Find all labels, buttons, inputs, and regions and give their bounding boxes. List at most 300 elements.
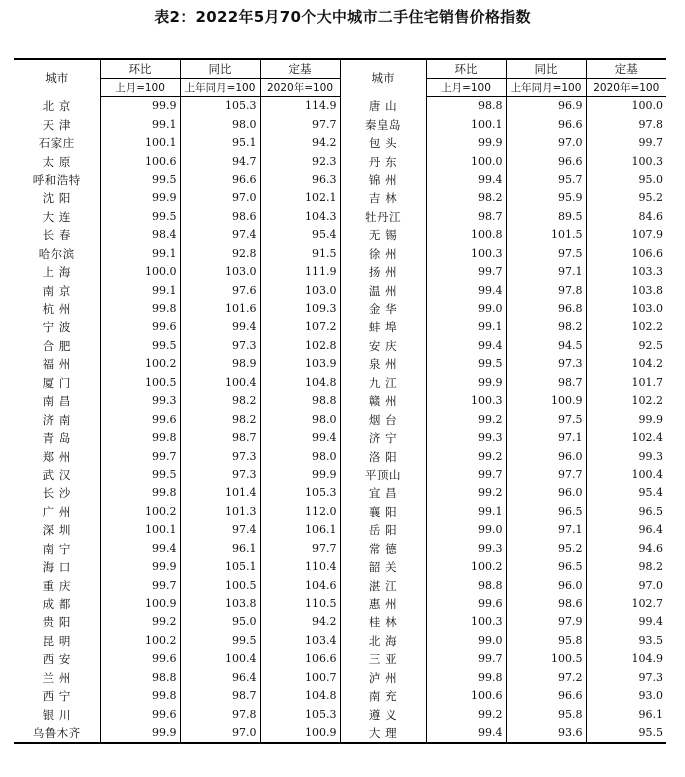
city-name-left: 南 宁 — [42, 541, 71, 556]
base-value-right: 101.7 — [586, 374, 666, 392]
base-value-left: 104.8 — [260, 374, 340, 392]
city-name-left: 宁 波 — [42, 320, 71, 335]
mom-value-right: 100.3 — [426, 392, 506, 410]
base-value-left: 100.7 — [260, 669, 340, 687]
yoy-value-right: 94.5 — [506, 337, 586, 355]
city-name-left: 西 安 — [42, 652, 71, 667]
base-value-left: 111.9 — [260, 263, 340, 281]
mom-value-left: 99.2 — [100, 613, 180, 631]
yoy-value-left: 96.6 — [180, 171, 260, 189]
mom-value-left: 99.9 — [100, 724, 180, 743]
base-value-right: 94.6 — [586, 540, 666, 558]
yoy-value-left: 100.4 — [180, 650, 260, 668]
mom-value-left: 99.8 — [100, 687, 180, 705]
table-row — [14, 410, 666, 428]
city-name-right: 遵 义 — [340, 705, 426, 723]
city-name-right: 南 充 — [340, 687, 426, 705]
yoy-value-left: 92.8 — [180, 245, 260, 263]
table-row — [14, 466, 666, 484]
base-value-left: 110.5 — [260, 595, 340, 613]
table-row — [14, 484, 666, 502]
header-mom-left: 环比 — [100, 59, 180, 79]
base-value-right: 100.0 — [586, 97, 666, 116]
subheader-mom-right: 上月=100 — [426, 79, 506, 97]
base-value-left: 96.3 — [260, 171, 340, 189]
city-name-left: 沈 阳 — [42, 191, 71, 206]
yoy-value-left: 96.4 — [180, 669, 260, 687]
yoy-value-left: 97.0 — [180, 189, 260, 207]
header-base-right: 定基 — [586, 59, 666, 79]
mom-value-left: 100.2 — [100, 632, 180, 650]
mom-value-right: 99.5 — [426, 355, 506, 373]
yoy-value-left: 97.6 — [180, 281, 260, 299]
mom-value-left: 100.2 — [100, 503, 180, 521]
header-city-left: 城市 — [14, 59, 100, 97]
city-name-right: 宜 昌 — [340, 484, 426, 502]
mom-value-right: 98.8 — [426, 576, 506, 594]
mom-value-right: 99.0 — [426, 632, 506, 650]
yoy-value-right: 97.0 — [506, 134, 586, 152]
base-value-left: 95.4 — [260, 226, 340, 244]
base-value-left: 103.4 — [260, 632, 340, 650]
header-city-right: 城市 — [340, 59, 426, 97]
city-name-right: 洛 阳 — [340, 447, 426, 465]
base-value-left: 98.8 — [260, 392, 340, 410]
base-value-left: 104.3 — [260, 208, 340, 226]
subheader-yoy-right: 上年同月=100 — [506, 79, 586, 97]
base-value-right: 104.2 — [586, 355, 666, 373]
mom-value-left: 99.1 — [100, 245, 180, 263]
yoy-value-left: 100.5 — [180, 576, 260, 594]
base-value-left: 107.2 — [260, 318, 340, 336]
table-row — [14, 171, 666, 189]
mom-value-right: 99.0 — [426, 300, 506, 318]
yoy-value-left: 98.7 — [180, 687, 260, 705]
yoy-value-right: 97.1 — [506, 263, 586, 281]
base-value-left: 114.9 — [260, 97, 340, 116]
yoy-value-left: 97.4 — [180, 226, 260, 244]
city-name-right: 蚌 埠 — [340, 318, 426, 336]
yoy-value-right: 96.6 — [506, 152, 586, 170]
city-name-left: 成 都 — [42, 597, 71, 612]
table-row — [14, 632, 666, 650]
mom-value-left: 99.6 — [100, 410, 180, 428]
yoy-value-left: 103.0 — [180, 263, 260, 281]
mom-value-right: 99.9 — [426, 134, 506, 152]
base-value-left: 105.3 — [260, 705, 340, 723]
mom-value-right: 99.8 — [426, 669, 506, 687]
mom-value-right: 98.7 — [426, 208, 506, 226]
mom-value-left: 99.6 — [100, 705, 180, 723]
base-value-left: 104.6 — [260, 576, 340, 594]
city-name-left: 长 春 — [42, 228, 71, 243]
city-name-left: 郑 州 — [42, 449, 71, 464]
table-row — [14, 392, 666, 410]
mom-value-right: 99.4 — [426, 171, 506, 189]
base-value-right: 102.2 — [586, 318, 666, 336]
city-name-left: 广 州 — [42, 504, 71, 519]
yoy-value-right: 95.8 — [506, 632, 586, 650]
mom-value-right: 98.2 — [426, 189, 506, 207]
header-mom-right: 环比 — [426, 59, 506, 79]
table-row — [14, 300, 666, 318]
city-name-right: 赣 州 — [340, 392, 426, 410]
yoy-value-left: 94.7 — [180, 152, 260, 170]
city-name-right: 大 理 — [340, 724, 426, 743]
table-row — [14, 97, 666, 116]
city-name-right: 桂 林 — [340, 613, 426, 631]
mom-value-right: 99.2 — [426, 410, 506, 428]
yoy-value-left: 98.2 — [180, 392, 260, 410]
base-value-right: 97.0 — [586, 576, 666, 594]
yoy-value-left: 105.3 — [180, 97, 260, 116]
yoy-value-right: 97.1 — [506, 521, 586, 539]
table-row — [14, 595, 666, 613]
city-name-right: 三 亚 — [340, 650, 426, 668]
base-value-left: 98.0 — [260, 447, 340, 465]
mom-value-left: 99.1 — [100, 115, 180, 133]
mom-value-right: 99.4 — [426, 724, 506, 743]
base-value-right: 97.3 — [586, 669, 666, 687]
base-value-left: 98.0 — [260, 410, 340, 428]
mom-value-left: 100.6 — [100, 152, 180, 170]
city-name-right: 无 锡 — [340, 226, 426, 244]
base-value-right: 96.1 — [586, 705, 666, 723]
city-name-left: 海 口 — [42, 560, 71, 575]
city-name-right: 牡丹江 — [340, 208, 426, 226]
city-name-left: 福 州 — [42, 357, 71, 372]
city-name-right: 平顶山 — [340, 466, 426, 484]
base-value-right: 106.6 — [586, 245, 666, 263]
mom-value-left: 99.7 — [100, 447, 180, 465]
base-value-left: 103.0 — [260, 281, 340, 299]
table-row — [14, 245, 666, 263]
yoy-value-right: 97.1 — [506, 429, 586, 447]
table-row — [14, 318, 666, 336]
mom-value-right: 99.2 — [426, 705, 506, 723]
base-value-left: 99.4 — [260, 429, 340, 447]
mom-value-right: 99.4 — [426, 337, 506, 355]
base-value-right: 92.5 — [586, 337, 666, 355]
subheader-base-right: 2020年=100 — [586, 79, 666, 97]
city-name-left: 呼和浩特 — [32, 172, 81, 187]
mom-value-right: 99.3 — [426, 429, 506, 447]
city-name-right: 安 庆 — [340, 337, 426, 355]
mom-value-left: 98.4 — [100, 226, 180, 244]
yoy-value-left: 97.3 — [180, 337, 260, 355]
yoy-value-right: 97.7 — [506, 466, 586, 484]
mom-value-left: 100.9 — [100, 595, 180, 613]
city-name-right: 扬 州 — [340, 263, 426, 281]
city-name-left: 长 沙 — [42, 486, 71, 501]
yoy-value-left: 100.4 — [180, 374, 260, 392]
mom-value-left: 99.7 — [100, 576, 180, 594]
yoy-value-right: 96.0 — [506, 447, 586, 465]
city-name-left: 天 津 — [42, 117, 71, 132]
mom-value-left: 99.5 — [100, 208, 180, 226]
yoy-value-left: 98.7 — [180, 429, 260, 447]
mom-value-right: 100.1 — [426, 115, 506, 133]
base-value-left: 103.9 — [260, 355, 340, 373]
table-row — [14, 540, 666, 558]
base-value-left: 99.9 — [260, 466, 340, 484]
table-row — [14, 669, 666, 687]
table-title: 表2：2022年5月70个大中城市二手住宅销售价格指数 — [154, 8, 531, 26]
city-name-left: 青 岛 — [42, 431, 71, 446]
base-value-right: 102.7 — [586, 595, 666, 613]
yoy-value-right: 96.0 — [506, 576, 586, 594]
table-row — [14, 115, 666, 133]
base-value-right: 100.4 — [586, 466, 666, 484]
table-row — [14, 724, 666, 743]
city-name-right: 韶 关 — [340, 558, 426, 576]
city-name-left: 大 连 — [42, 209, 71, 224]
mom-value-right: 99.7 — [426, 650, 506, 668]
table-row — [14, 152, 666, 170]
base-value-right: 102.4 — [586, 429, 666, 447]
table-row — [14, 650, 666, 668]
mom-value-left: 99.4 — [100, 540, 180, 558]
header-base-left: 定基 — [260, 59, 340, 79]
base-value-left: 104.8 — [260, 687, 340, 705]
mom-value-right: 99.1 — [426, 318, 506, 336]
base-value-right: 103.8 — [586, 281, 666, 299]
base-value-left: 92.3 — [260, 152, 340, 170]
yoy-value-right: 97.2 — [506, 669, 586, 687]
yoy-value-left: 97.0 — [180, 724, 260, 743]
yoy-value-right: 97.8 — [506, 281, 586, 299]
yoy-value-left: 98.6 — [180, 208, 260, 226]
yoy-value-right: 98.2 — [506, 318, 586, 336]
base-value-left: 91.5 — [260, 245, 340, 263]
table-row — [14, 208, 666, 226]
base-value-right: 95.4 — [586, 484, 666, 502]
mom-value-right: 99.7 — [426, 466, 506, 484]
city-name-right: 唐 山 — [340, 97, 426, 116]
mom-value-left: 99.9 — [100, 189, 180, 207]
city-name-right: 包 头 — [340, 134, 426, 152]
base-value-left: 102.8 — [260, 337, 340, 355]
mom-value-right: 99.2 — [426, 484, 506, 502]
mom-value-right: 99.9 — [426, 374, 506, 392]
yoy-value-right: 98.6 — [506, 595, 586, 613]
mom-value-right: 99.4 — [426, 281, 506, 299]
table-row — [14, 226, 666, 244]
mom-value-left: 99.8 — [100, 429, 180, 447]
city-name-right: 九 江 — [340, 374, 426, 392]
yoy-value-right: 89.5 — [506, 208, 586, 226]
city-name-left: 银 川 — [42, 707, 71, 722]
base-value-left: 106.6 — [260, 650, 340, 668]
yoy-value-left: 95.1 — [180, 134, 260, 152]
base-value-left: 97.7 — [260, 115, 340, 133]
mom-value-left: 99.5 — [100, 171, 180, 189]
subheader-mom-left: 上月=100 — [100, 79, 180, 97]
base-value-right: 99.3 — [586, 447, 666, 465]
mom-value-right: 99.6 — [426, 595, 506, 613]
yoy-value-right: 96.6 — [506, 687, 586, 705]
base-value-right: 100.3 — [586, 152, 666, 170]
table-row — [14, 337, 666, 355]
table-row — [14, 189, 666, 207]
table-row — [14, 521, 666, 539]
mom-value-left: 100.0 — [100, 263, 180, 281]
yoy-value-left: 101.6 — [180, 300, 260, 318]
table-row — [14, 613, 666, 631]
mom-value-right: 99.7 — [426, 263, 506, 281]
base-value-left: 110.4 — [260, 558, 340, 576]
table-row — [14, 576, 666, 594]
base-value-right: 96.4 — [586, 521, 666, 539]
base-value-left: 94.2 — [260, 613, 340, 631]
table-body — [14, 97, 666, 744]
base-value-right: 99.4 — [586, 613, 666, 631]
yoy-value-right: 101.5 — [506, 226, 586, 244]
yoy-value-right: 97.9 — [506, 613, 586, 631]
yoy-value-right: 100.5 — [506, 650, 586, 668]
mom-value-right: 99.0 — [426, 521, 506, 539]
city-name-right: 吉 林 — [340, 189, 426, 207]
city-name-left: 兰 州 — [42, 670, 71, 685]
city-name-right: 惠 州 — [340, 595, 426, 613]
mom-value-left: 99.8 — [100, 300, 180, 318]
yoy-value-left: 99.5 — [180, 632, 260, 650]
yoy-value-left: 97.8 — [180, 705, 260, 723]
base-value-left: 106.1 — [260, 521, 340, 539]
yoy-value-right: 96.8 — [506, 300, 586, 318]
yoy-value-left: 103.8 — [180, 595, 260, 613]
city-name-left: 厦 门 — [42, 375, 71, 390]
yoy-value-left: 97.3 — [180, 447, 260, 465]
city-name-left: 哈尔滨 — [38, 246, 75, 261]
mom-value-left: 99.9 — [100, 558, 180, 576]
city-name-left: 济 南 — [42, 412, 71, 427]
city-name-left: 太 原 — [42, 154, 71, 169]
base-value-right: 99.9 — [586, 410, 666, 428]
mom-value-left: 100.5 — [100, 374, 180, 392]
mom-value-right: 100.8 — [426, 226, 506, 244]
yoy-value-left: 95.0 — [180, 613, 260, 631]
mom-value-left: 99.6 — [100, 318, 180, 336]
mom-value-right: 100.3 — [426, 613, 506, 631]
base-value-right: 95.2 — [586, 189, 666, 207]
yoy-value-left: 105.1 — [180, 558, 260, 576]
base-value-left: 105.3 — [260, 484, 340, 502]
yoy-value-left: 97.4 — [180, 521, 260, 539]
mom-value-left: 98.8 — [100, 669, 180, 687]
yoy-value-right: 98.7 — [506, 374, 586, 392]
city-name-left: 南 昌 — [42, 394, 71, 409]
base-value-right: 99.7 — [586, 134, 666, 152]
mom-value-left: 99.3 — [100, 392, 180, 410]
mom-value-right: 98.8 — [426, 97, 506, 116]
mom-value-right: 100.2 — [426, 558, 506, 576]
city-name-left: 昆 明 — [42, 633, 71, 648]
city-name-right: 济 宁 — [340, 429, 426, 447]
mom-value-left: 99.6 — [100, 650, 180, 668]
yoy-value-right: 96.0 — [506, 484, 586, 502]
mom-value-right: 99.1 — [426, 503, 506, 521]
city-name-right: 湛 江 — [340, 576, 426, 594]
base-value-right: 107.9 — [586, 226, 666, 244]
subheader-base-left: 2020年=100 — [260, 79, 340, 97]
yoy-value-right: 95.8 — [506, 705, 586, 723]
mom-value-right: 99.3 — [426, 540, 506, 558]
city-name-right: 北 海 — [340, 632, 426, 650]
mom-value-right: 100.3 — [426, 245, 506, 263]
city-name-right: 金 华 — [340, 300, 426, 318]
yoy-value-right: 96.5 — [506, 503, 586, 521]
yoy-value-right: 100.9 — [506, 392, 586, 410]
base-value-right: 84.6 — [586, 208, 666, 226]
city-name-left: 武 汉 — [42, 467, 71, 482]
city-name-right: 泸 州 — [340, 669, 426, 687]
city-name-left: 贵 阳 — [42, 615, 71, 630]
city-name-right: 锦 州 — [340, 171, 426, 189]
city-name-right: 岳 阳 — [340, 521, 426, 539]
mom-value-left: 99.5 — [100, 337, 180, 355]
yoy-value-right: 96.9 — [506, 97, 586, 116]
yoy-value-left: 96.1 — [180, 540, 260, 558]
city-name-left: 合 肥 — [42, 338, 71, 353]
mom-value-left: 100.1 — [100, 134, 180, 152]
city-name-right: 襄 阳 — [340, 503, 426, 521]
city-name-right: 秦皇岛 — [340, 115, 426, 133]
base-value-left: 109.3 — [260, 300, 340, 318]
city-name-left: 西 宁 — [42, 689, 71, 704]
city-name-right: 常 德 — [340, 540, 426, 558]
price-index-table — [14, 58, 666, 744]
city-name-left: 上 海 — [42, 265, 71, 280]
base-value-right: 102.2 — [586, 392, 666, 410]
yoy-value-right: 96.6 — [506, 115, 586, 133]
city-name-left: 乌鲁木齐 — [14, 724, 100, 743]
yoy-value-left: 101.3 — [180, 503, 260, 521]
mom-value-left: 100.1 — [100, 521, 180, 539]
base-value-left: 112.0 — [260, 503, 340, 521]
yoy-value-left: 101.4 — [180, 484, 260, 502]
city-name-left: 杭 州 — [42, 302, 71, 317]
table-row — [14, 355, 666, 373]
subheader-yoy-left: 上年同月=100 — [180, 79, 260, 97]
city-name-left: 北 京 — [42, 98, 71, 113]
yoy-value-right: 97.5 — [506, 245, 586, 263]
mom-value-left: 99.5 — [100, 466, 180, 484]
city-name-right: 烟 台 — [340, 410, 426, 428]
base-value-right: 103.3 — [586, 263, 666, 281]
base-value-right: 93.5 — [586, 632, 666, 650]
base-value-right: 98.2 — [586, 558, 666, 576]
base-value-right: 96.5 — [586, 503, 666, 521]
yoy-value-right: 95.9 — [506, 189, 586, 207]
city-name-right: 温 州 — [340, 281, 426, 299]
table-row — [14, 429, 666, 447]
mom-value-right: 100.6 — [426, 687, 506, 705]
yoy-value-left: 97.3 — [180, 466, 260, 484]
base-value-right: 97.8 — [586, 115, 666, 133]
table-row — [14, 503, 666, 521]
mom-value-left: 99.8 — [100, 484, 180, 502]
yoy-value-right: 93.6 — [506, 724, 586, 743]
yoy-value-right: 95.7 — [506, 171, 586, 189]
yoy-value-right: 95.2 — [506, 540, 586, 558]
header-yoy-right: 同比 — [506, 59, 586, 79]
table-row — [14, 281, 666, 299]
header-yoy-left: 同比 — [180, 59, 260, 79]
base-value-right: 95.5 — [586, 724, 666, 743]
mom-value-right: 99.2 — [426, 447, 506, 465]
yoy-value-left: 98.9 — [180, 355, 260, 373]
